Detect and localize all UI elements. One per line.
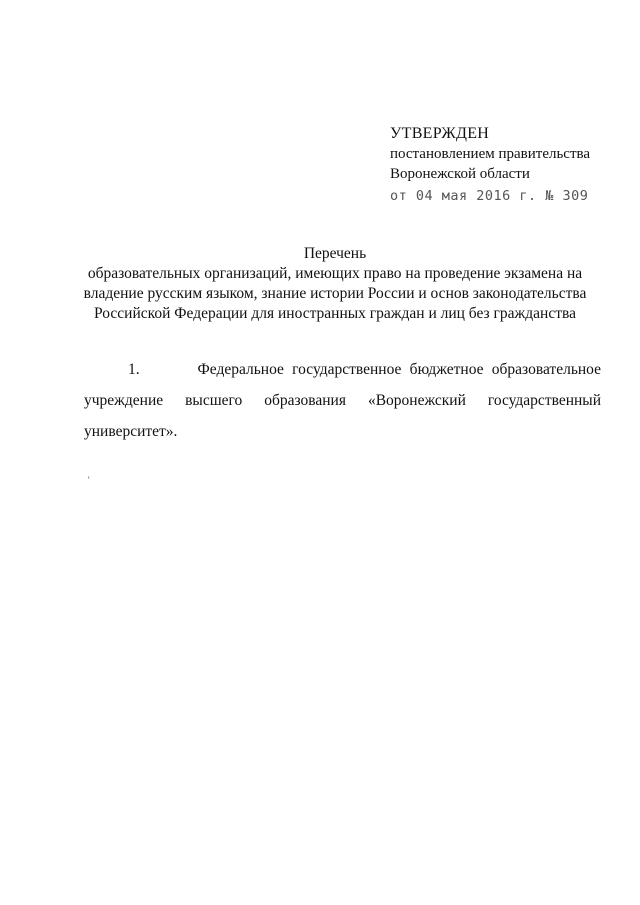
approval-line-region: Воронежской области: [390, 166, 530, 182]
document-heading: [70, 244, 600, 324]
approval-block: [390, 124, 630, 206]
list-item-number: 1.: [128, 361, 140, 378]
approval-line-resolution: постановлением правительства: [390, 146, 591, 162]
document-subtitle-line-1: образовательных организаций, имеющих право на проведение экзамена на: [87, 265, 583, 282]
approval-title: УТВЕРЖДЕН: [390, 125, 490, 142]
list-item: [84, 354, 601, 447]
approval-date-number-stamp: от 04 мая 2016 г. № 309: [390, 188, 589, 204]
document-title: Перечень: [303, 245, 367, 262]
scan-speck: [88, 476, 91, 479]
document-subtitle-line-3: Российской Федерации для иностранных граждан и лиц без гражданства: [94, 305, 576, 322]
document-subtitle-line-2: владение русским языком, знание истории России и основ законодательства: [83, 285, 587, 302]
list-item-text: Федеральное государственное бюджетное образовательное учреждение высшего образования «Воронежский государственный университет».: [84, 361, 602, 440]
